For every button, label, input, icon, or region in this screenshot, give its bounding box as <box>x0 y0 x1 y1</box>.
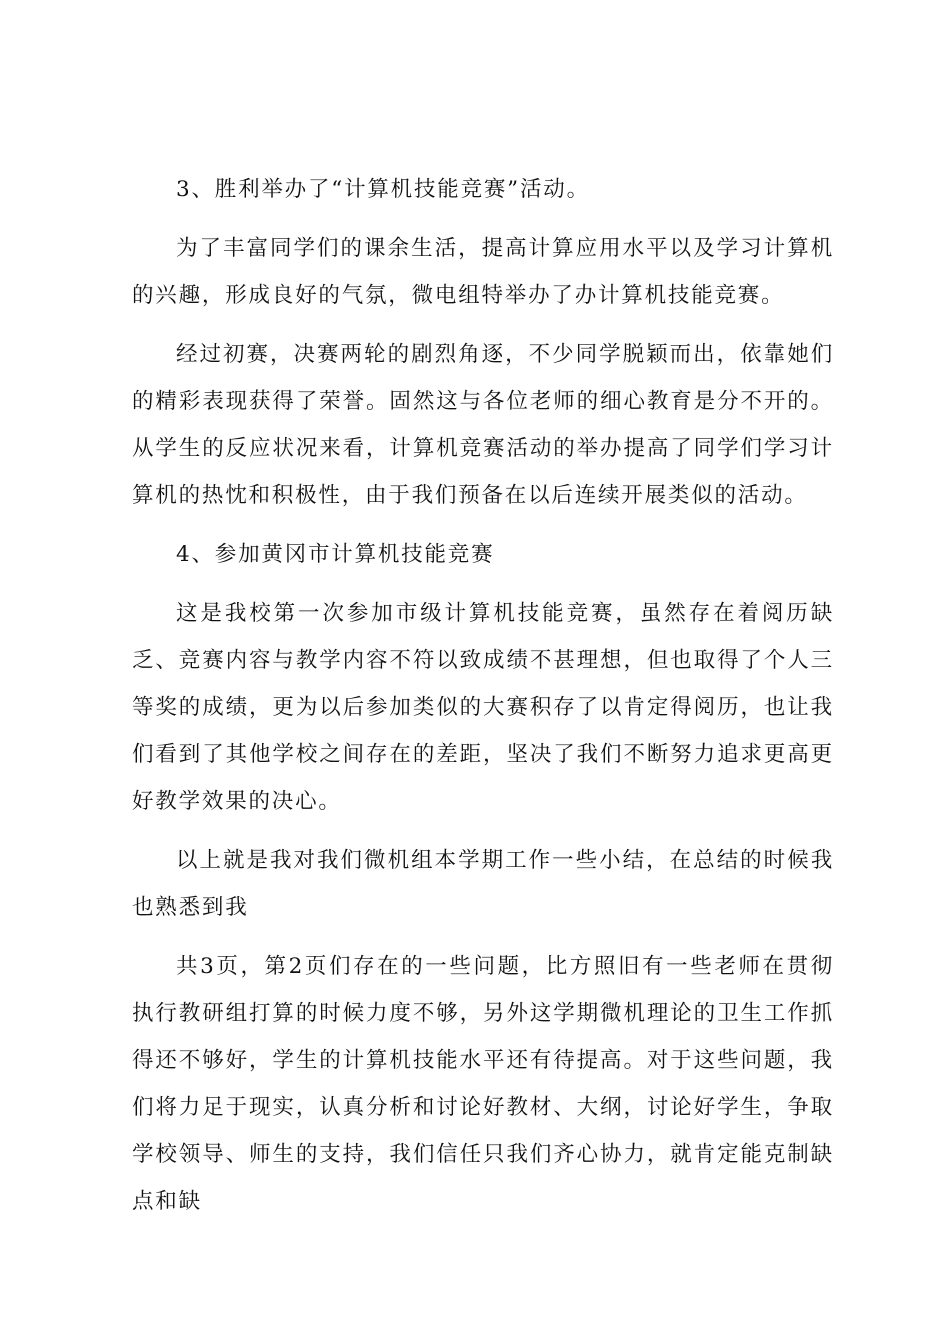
paragraph-competition-results: 经过初赛，决赛两轮的剧烈角逐，不少同学脱颖而出，依靠她们的精彩表现获得了荣誉。固然这与各位老师的细心教育是分不开的。从学生的反应状况来看，计算机竞赛活动的举办提高了同学们学习计算机的热忱和积极性，由于我们预备在以后连续开展类似的活动。 <box>132 342 834 508</box>
document-body <box>132 166 834 1225</box>
paragraph-item-3-heading: 3、胜利举办了“计算机技能竞赛”活动。 <box>176 177 590 202</box>
paragraph-summary: 以上就是我对我们微机组本学期工作一些小结，在总结的时候我也熟悉到我 <box>132 848 834 920</box>
paragraph-city-competition: 这是我校第一次参加市级计算机技能竞赛，虽然存在着阅历缺乏、竞赛内容与教学内容不符以致成绩不甚理想，但也取得了个人三等奖的成绩，更为以后参加类似的大赛积存了以肯定得阅历，也让我们看到了其他学校之间存在的差距，坚决了我们不断努力追求更高更好教学效果的决心。 <box>132 601 834 814</box>
paragraph-competition-purpose: 为了丰富同学们的课余生活，提高计算应用水平以及学习计算机的兴趣，形成良好的气氛，微电组特举办了办计算机技能竞赛。 <box>132 236 834 308</box>
paragraph-problems: 共3页，第2页们存在的一些问题，比方照旧有一些老师在贯彻执行教研组打算的时候力度不够，另外这学期微机理论的卫生工作抓得还不够好，学生的计算机技能水平还有待提高。对于这些问题，我们将力足于现实，认真分析和讨论好教材、大纲，讨论好学生，争取学校领导、师生的支持，我们信任只我们齐心协力，就肯定能克制缺点和缺 <box>132 954 834 1214</box>
paragraph-item-4-heading: 4、参加黄冈市计算机技能竞赛 <box>176 542 495 567</box>
